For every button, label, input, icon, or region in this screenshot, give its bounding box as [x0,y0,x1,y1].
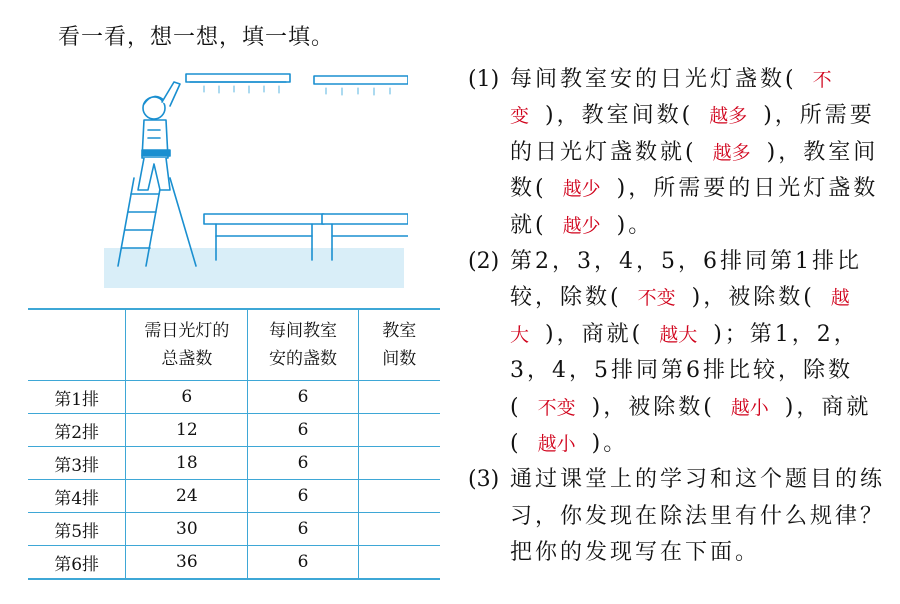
question-3 [468,462,888,571]
question-number: (1) [468,67,500,92]
question-text: )；第1，2，3，4，5排同第6排比较，除数( [510,321,859,420]
table-header-total-lights: 需日光灯的 总盏数 [126,309,248,381]
exercise-prompt: 看一看，想一想，填一填。 [58,25,335,50]
total-lights-cell: 36 [126,546,248,580]
room-count-cell[interactable] [358,546,440,580]
row-label: 第2排 [28,414,126,447]
answer-blank[interactable]: 越大 [659,323,698,346]
answer-blank[interactable]: 越少 [562,178,601,201]
answer-blank[interactable]: 不变 [537,396,576,419]
lights-per-room-cell: 6 [248,414,358,447]
question-number: (3) [468,467,500,493]
table-row [28,447,440,480]
lights-per-room-cell: 6 [248,381,358,414]
lights-table [28,308,440,580]
total-lights-cell: 12 [126,414,248,447]
table-row [28,546,440,580]
table-header-cell [28,309,126,381]
answer-blank[interactable]: 越多 [709,105,748,128]
question-text: )，教室间数( [545,103,694,129]
electrician-on-ladder-illustration [104,60,408,288]
row-label: 第1排 [28,381,126,414]
room-count-cell[interactable] [358,480,440,513]
question-text: )，商就( [510,394,872,457]
table-header-room-count: 教室 间数 [358,309,440,381]
question-2 [468,244,888,462]
question-text: )，商就( [545,321,644,347]
room-count-cell[interactable] [358,414,440,447]
answer-blank[interactable]: 不变 [510,69,832,128]
question-text: 第2，3，4，5，6排同第1排比较，除数( [510,249,862,311]
question-text: )，所需要的日光灯盏数就( [510,176,879,238]
answer-blank[interactable]: 越大 [510,287,850,346]
lights-per-room-cell: 6 [248,447,358,480]
total-lights-cell: 18 [126,447,248,480]
question-number: (2) [468,249,500,275]
answer-blank[interactable]: 越少 [562,214,601,237]
lights-per-room-cell: 6 [248,513,358,546]
answer-blank[interactable]: 越小 [537,433,576,456]
question-text: )，被除数( [591,394,715,420]
table-header-lights-per-room: 每间教室 安的盏数 [248,309,358,381]
question-text: )，教室间数( [510,139,879,202]
lights-per-room-cell: 6 [248,546,358,580]
lights-per-room-cell: 6 [248,480,358,513]
questions [468,62,888,572]
row-label: 第5排 [28,513,126,546]
table-row [28,414,440,447]
table-header-row [28,309,440,381]
question-text: )。 [591,431,629,457]
room-count-cell[interactable] [358,447,440,480]
answer-blank[interactable]: 不变 [637,287,676,310]
table-row [28,381,440,414]
question-text: )。 [616,212,654,238]
row-label: 第4排 [28,480,126,513]
question-text: )，被除数( [691,285,815,311]
question-1 [468,62,888,244]
total-lights-cell: 6 [126,381,248,414]
row-label: 第6排 [28,546,126,580]
room-count-cell[interactable] [358,381,440,414]
answer-blank[interactable]: 越小 [730,396,769,419]
question-text: )，所需要的日光灯盏数就( [510,103,875,165]
question-text: 每间教室安的日光灯盏数( [510,67,797,92]
total-lights-cell: 24 [126,480,248,513]
answer-blank[interactable]: 越多 [712,141,751,164]
total-lights-cell: 30 [126,513,248,546]
room-count-cell[interactable] [358,513,440,546]
table-row [28,480,440,513]
question-text: 通过课堂上的学习和这个题目的练习，你发现在除法里有什么规律？把你的发现写在下面。 [510,467,886,566]
row-label: 第3排 [28,447,126,480]
table-row [28,513,440,546]
